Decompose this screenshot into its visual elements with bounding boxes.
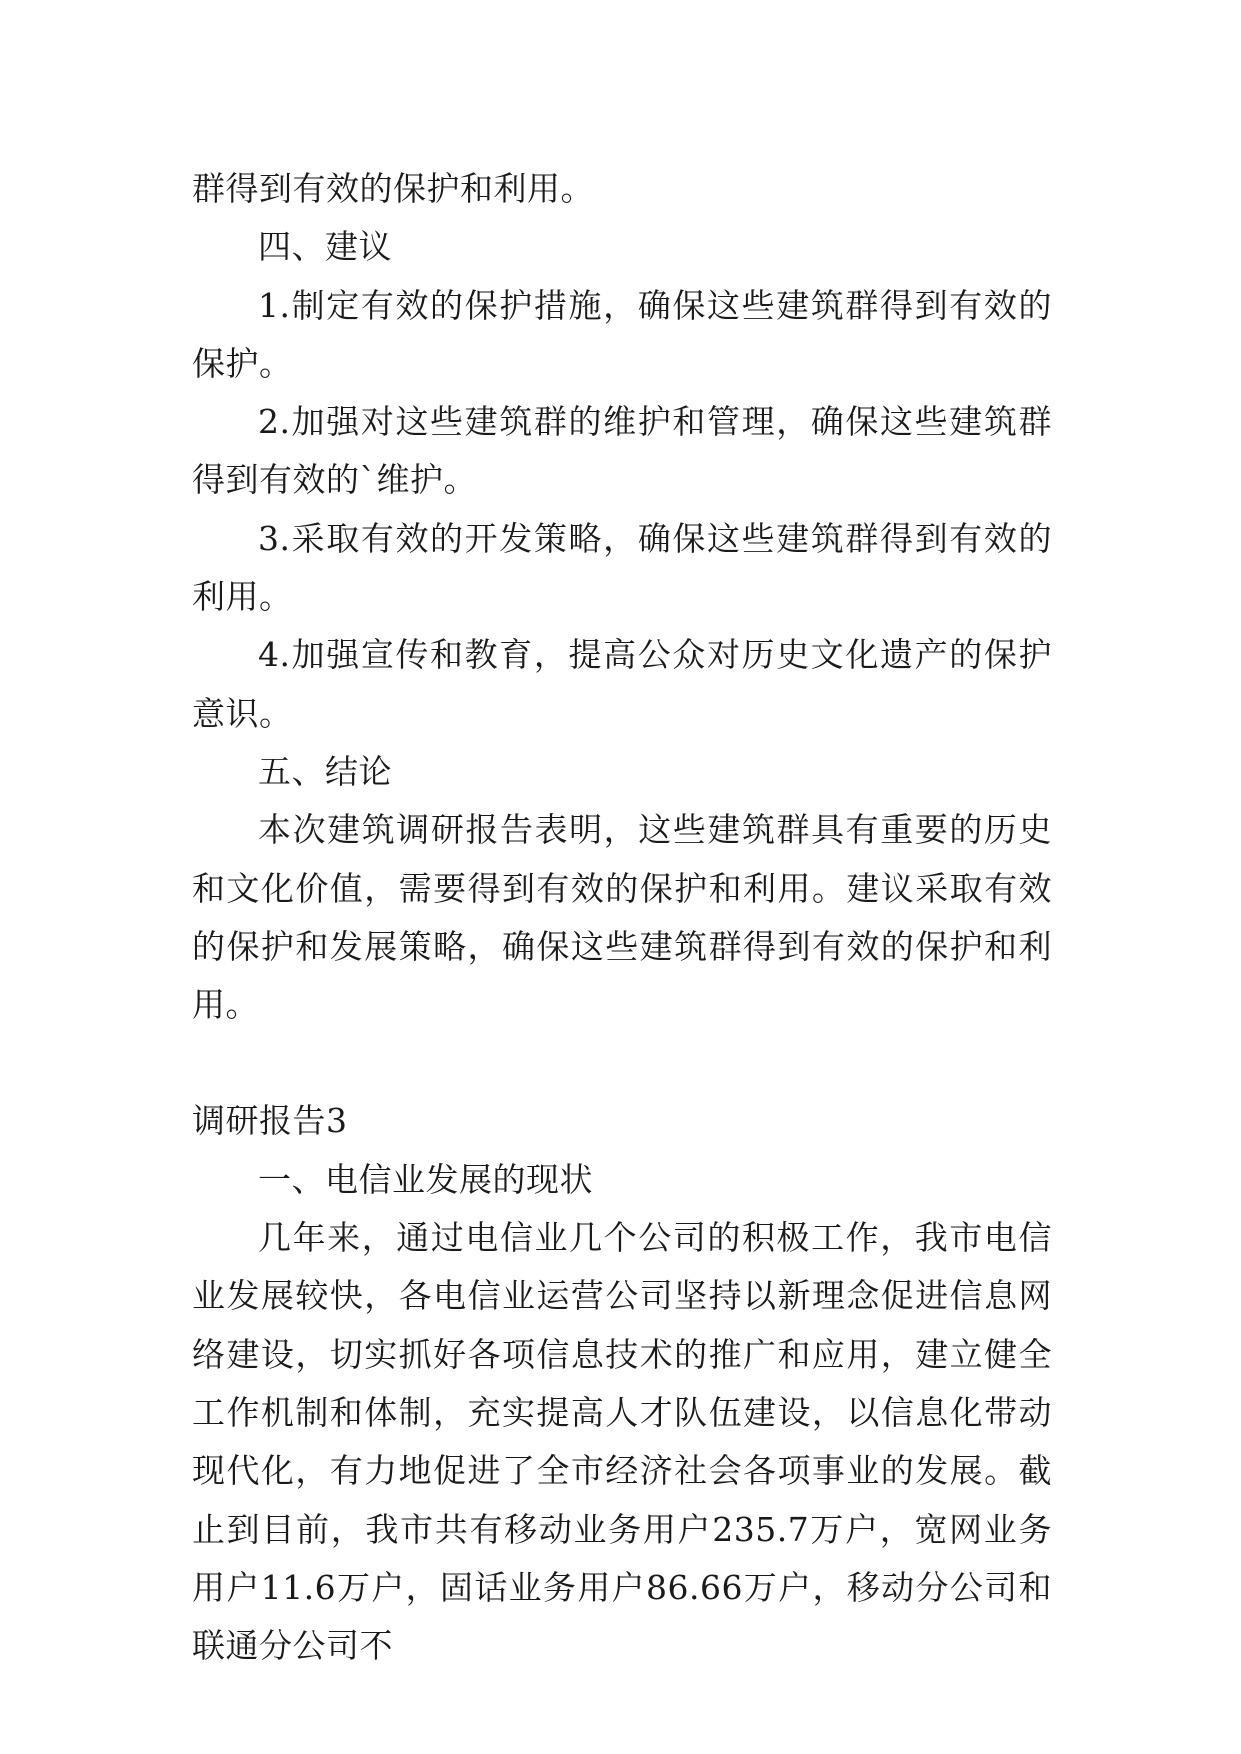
suggestion-item-2: 2.加强对这些建筑群的维护和管理，确保这些建筑群得到有效的`维护。 bbox=[192, 402, 1052, 500]
status-paragraph: 几年来，通过电信业几个公司的积极工作，我市电信业发展较快，各电信业运营公司坚持以新理念促进信息网络建设，切实抓好各项信息技术的推广和应用，建立健全工作机制和体制，充实提高人才队伍建设，以信息化带动现代化，有力地促进了全市经济社会各项事业的发展。截止到目前，我市共有移动业务用户235.7万户，宽网业务用户11.6万户，固话业务用户86.66万户，移动分公司和联通分公司不 bbox=[192, 1218, 1052, 1666]
document-body bbox=[192, 160, 1052, 1675]
paragraph-continuation: 群得到有效的保护和利用。 bbox=[192, 169, 594, 208]
suggestion-item-1: 1.制定有效的保护措施，确保这些建筑群得到有效的保护。 bbox=[192, 285, 1052, 383]
suggestion-item-3: 3.采取有效的开发策略，确保这些建筑群得到有效的利用。 bbox=[192, 518, 1052, 617]
conclusion-paragraph: 本次建筑调研报告表明，这些建筑群具有重要的历史和文化价值，需要得到有效的保护和利用。建议采取有效的保护和发展策略，确保这些建筑群得到有效的保护和利用。 bbox=[192, 810, 1052, 1025]
section-heading-status: 一、电信业发展的现状 bbox=[258, 1159, 593, 1199]
section-heading-suggestions: 四、建议 bbox=[258, 227, 392, 267]
section-heading-conclusion: 五、结论 bbox=[258, 751, 392, 791]
suggestion-item-4: 4.加强宣传和教育，提高公众对历史文化遗产的保护意识。 bbox=[192, 635, 1052, 733]
report-title: 调研报告3 bbox=[192, 1101, 348, 1141]
